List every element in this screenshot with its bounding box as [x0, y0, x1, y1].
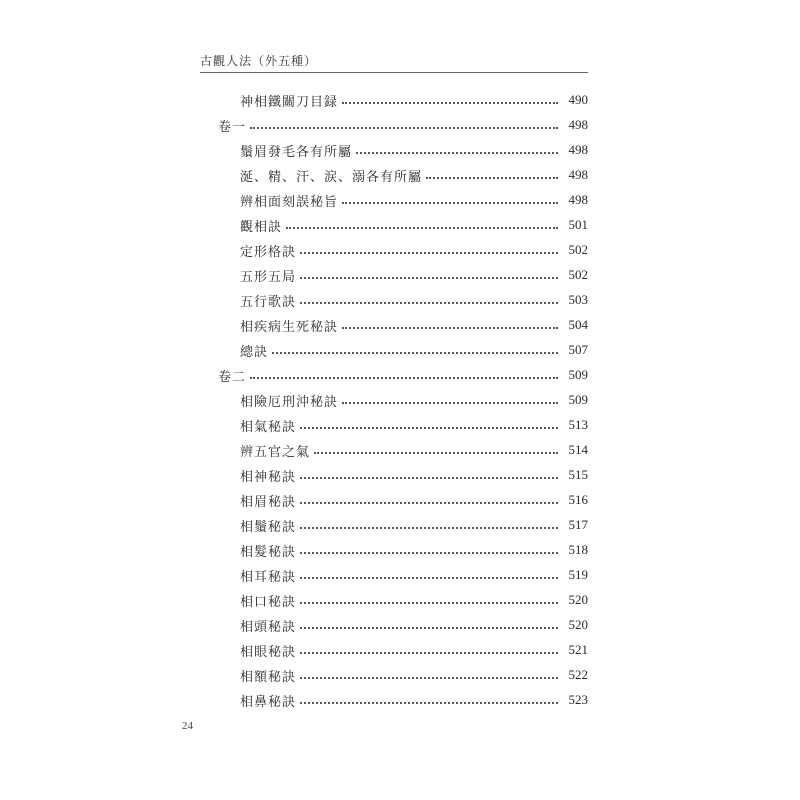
- dot-leader: [314, 452, 558, 454]
- toc-entry-page: 520: [568, 617, 588, 632]
- toc-entry-page: 515: [568, 467, 588, 482]
- toc-entry: [240, 515, 588, 535]
- toc-entry-title: 相額秘訣: [240, 669, 297, 685]
- toc-entry: [240, 490, 588, 510]
- toc-entry-title: 定形格訣: [240, 244, 297, 260]
- toc-entry-title: 總訣: [240, 344, 269, 360]
- toc-entry-title: 相神秘訣: [240, 469, 297, 485]
- toc-entry: [218, 115, 588, 135]
- dot-leader: [300, 652, 558, 654]
- toc-entry-title: 五行歌訣: [240, 294, 297, 310]
- toc-entry: [240, 665, 588, 685]
- toc-entry-title: 相鼻秘訣: [240, 694, 297, 710]
- dot-leader: [342, 327, 558, 329]
- dot-leader: [300, 677, 558, 679]
- toc-entry-title: 相眉秘訣: [240, 494, 297, 510]
- toc-entry-title: 鬚眉發毛各有所屬: [240, 144, 353, 160]
- toc-entry-title: 觀相訣: [240, 219, 283, 235]
- toc-entry-page: 502: [568, 242, 588, 257]
- toc-entry-page: 498: [568, 192, 588, 207]
- dot-leader: [300, 602, 558, 604]
- dot-leader: [342, 402, 558, 404]
- toc-entry-page: 518: [568, 542, 588, 557]
- dot-leader: [272, 352, 558, 354]
- toc-entry: [240, 615, 588, 635]
- toc-entry-page: 490: [568, 92, 588, 107]
- toc-entry: [240, 465, 588, 485]
- page-number: 24: [182, 720, 193, 732]
- toc-entry-page: 501: [568, 217, 588, 232]
- toc-entry-title: 辨五官之氣: [240, 444, 311, 460]
- header-rule: [200, 72, 588, 73]
- toc-entry-page: 520: [568, 592, 588, 607]
- toc-entry-title: 卷一: [218, 119, 247, 135]
- dot-leader: [300, 427, 558, 429]
- toc-entry: [240, 90, 588, 110]
- dot-leader: [300, 502, 558, 504]
- toc-entry: [240, 290, 588, 310]
- toc-entry-page: 498: [568, 117, 588, 132]
- toc-entry-title: 相疾病生死秘訣: [240, 319, 339, 335]
- toc-entry: [240, 215, 588, 235]
- dot-leader: [250, 127, 558, 129]
- toc-entry-page: 522: [568, 667, 588, 682]
- toc-entry-page: 516: [568, 492, 588, 507]
- toc-entry-page: 498: [568, 167, 588, 182]
- toc-entry-page: 523: [568, 692, 588, 707]
- toc-entry-page: 521: [568, 642, 588, 657]
- dot-leader: [300, 252, 558, 254]
- dot-leader: [300, 527, 558, 529]
- toc-entry-page: 519: [568, 567, 588, 582]
- toc-entry: [240, 315, 588, 335]
- toc-entry-title: 相眼秘訣: [240, 644, 297, 660]
- toc-entry-page: 507: [568, 342, 588, 357]
- dot-leader: [300, 702, 558, 704]
- toc-entry: [240, 265, 588, 285]
- dot-leader: [300, 277, 558, 279]
- toc-entry-page: 502: [568, 267, 588, 282]
- toc-entry-page: 513: [568, 417, 588, 432]
- toc-entry: [240, 415, 588, 435]
- toc-entry: [240, 440, 588, 460]
- dot-leader: [342, 102, 558, 104]
- toc-entry-title: 相口秘訣: [240, 594, 297, 610]
- toc-entry: [240, 140, 588, 160]
- running-header: 古觀人法（外五種）: [200, 54, 318, 68]
- toc-entry-title: 相髮秘訣: [240, 544, 297, 560]
- toc-entry: [240, 390, 588, 410]
- toc-entry-page: 514: [568, 442, 588, 457]
- dot-leader: [300, 477, 558, 479]
- toc-entry-page: 509: [568, 367, 588, 382]
- dot-leader: [250, 377, 558, 379]
- toc-entry: [240, 190, 588, 210]
- dot-leader: [342, 202, 558, 204]
- toc-entry-page: 503: [568, 292, 588, 307]
- toc-entry: [240, 690, 588, 710]
- toc-entry: [218, 365, 588, 385]
- toc-entry: [240, 565, 588, 585]
- dot-leader: [426, 177, 558, 179]
- toc-entry: [240, 590, 588, 610]
- toc-entry-page: 517: [568, 517, 588, 532]
- toc-entry-title: 神相鐵關刀目録: [240, 94, 339, 110]
- toc-entry-title: 五形五局: [240, 269, 297, 285]
- toc-entry-title: 辨相面刻誤秘旨: [240, 194, 339, 210]
- dot-leader: [300, 577, 558, 579]
- toc-entry: [240, 640, 588, 660]
- toc-entry: [240, 240, 588, 260]
- toc-entry-page: 498: [568, 142, 588, 157]
- toc-entry: [240, 540, 588, 560]
- toc-entry: [240, 165, 588, 185]
- toc-entry-title: 涎、精、汗、涙、溺各有所屬: [240, 169, 423, 185]
- toc-entry-page: 509: [568, 392, 588, 407]
- toc-entry-title: 卷二: [218, 369, 247, 385]
- toc-entry-title: 相鬚秘訣: [240, 519, 297, 535]
- toc-entry-title: 相險厄刑沖秘訣: [240, 394, 339, 410]
- toc-entry-title: 相頭秘訣: [240, 619, 297, 635]
- toc-entry-title: 相耳秘訣: [240, 569, 297, 585]
- dot-leader: [300, 627, 558, 629]
- toc-entry-title: 相氣秘訣: [240, 419, 297, 435]
- dot-leader: [300, 302, 558, 304]
- toc-entry: [240, 340, 588, 360]
- dot-leader: [356, 152, 558, 154]
- dot-leader: [300, 552, 558, 554]
- dot-leader: [286, 227, 558, 229]
- toc-entry-page: 504: [568, 317, 588, 332]
